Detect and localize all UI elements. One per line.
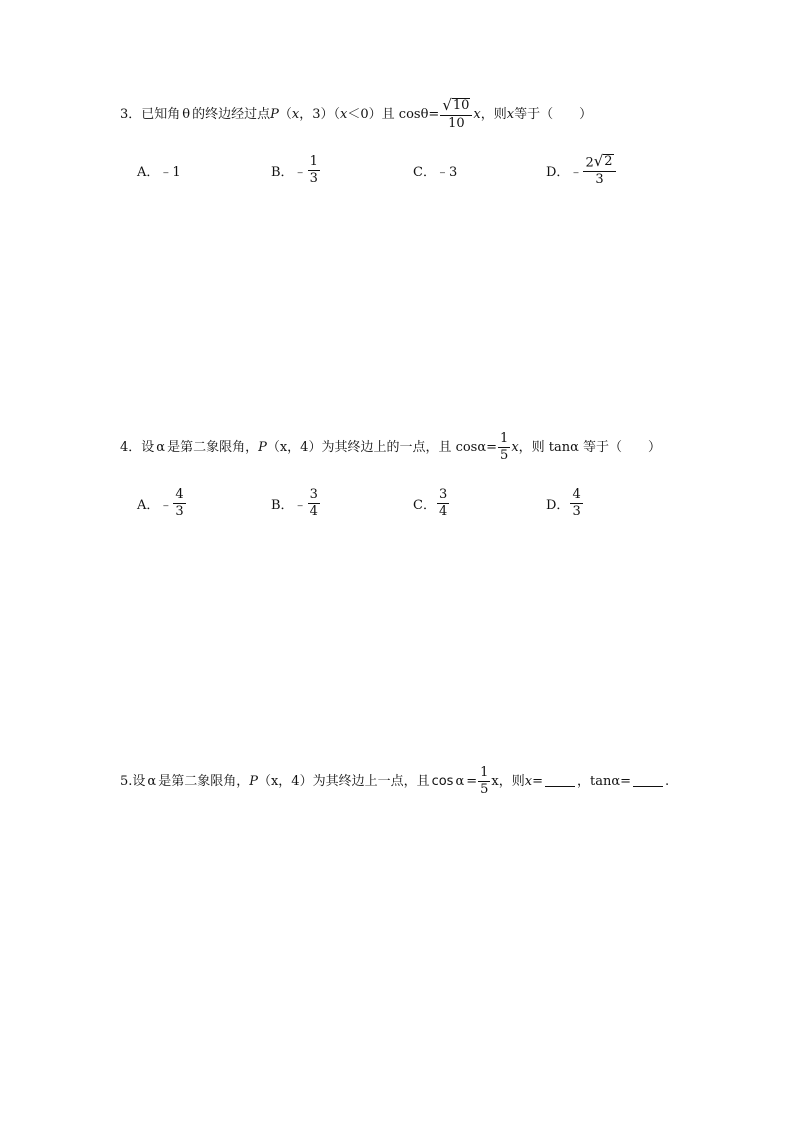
- fraction-denominator: 4: [438, 503, 448, 519]
- q3-text-4: x: [506, 106, 515, 122]
- q5-blank-tan[interactable]: [633, 776, 663, 787]
- q4-option-d[interactable]: [546, 485, 584, 521]
- option-value: ﹣3: [435, 164, 458, 180]
- option-label: C．: [413, 497, 436, 513]
- fraction-denominator: 3: [309, 170, 318, 186]
- q3-option-d[interactable]: [546, 152, 617, 188]
- q3-after-x: x: [473, 106, 481, 122]
- q5-text-2: 是第二象限角，: [158, 773, 250, 789]
- option-label: C．: [413, 164, 436, 180]
- q4-number: 4．: [120, 439, 142, 455]
- option-fraction: [437, 488, 449, 518]
- q3-frac-sqrt: 10: [452, 98, 470, 113]
- q4-text-3: ，则 tanα 等于（ ）: [518, 439, 662, 455]
- q3-text-2: 的终边经过点: [192, 106, 271, 122]
- option-label: B．: [271, 497, 294, 513]
- q3-fraction: [440, 98, 472, 131]
- q5-equals: =: [466, 773, 478, 789]
- fraction-numerator: 1: [309, 153, 318, 169]
- q3-coord-x: x: [291, 106, 300, 122]
- option-sign: ﹣: [293, 164, 307, 180]
- option-value: ﹣1: [159, 164, 181, 180]
- q3-option-b[interactable]: [271, 152, 321, 188]
- option-label: D．: [546, 497, 570, 513]
- question-5: [120, 766, 669, 796]
- q5-frac-den: 5: [480, 781, 489, 797]
- q3-text-5: 等于（ ）: [514, 106, 593, 122]
- option-sign: ﹣: [293, 497, 307, 513]
- q3-theta: θ: [182, 106, 191, 122]
- question-3: [120, 98, 592, 131]
- q3-text-3: ，则: [480, 106, 507, 122]
- q4-option-c[interactable]: [413, 485, 450, 521]
- option-fraction: [570, 488, 582, 518]
- option-sign: ﹣: [569, 164, 583, 180]
- fraction-numerator: 3: [438, 486, 448, 502]
- q3-option-a[interactable]: [137, 152, 181, 188]
- option-sign: ﹣: [159, 497, 173, 513]
- q5-alpha: α: [147, 773, 157, 789]
- q4-frac-den: 5: [500, 447, 509, 463]
- q3-option-c[interactable]: [413, 152, 457, 188]
- fraction-denominator: 4: [309, 503, 318, 519]
- q3-options: [137, 152, 697, 188]
- fraction-denominator: 3: [572, 503, 581, 519]
- option-label: D．: [546, 164, 570, 180]
- q4-text-2: 是第二象限角，: [167, 439, 259, 455]
- numerator-sqrt: 2: [604, 153, 613, 169]
- q3-text-1: 已知角: [141, 106, 181, 122]
- option-fraction: [308, 155, 320, 185]
- option-label: A．: [137, 497, 160, 513]
- q5-end: .: [665, 773, 670, 789]
- q4-option-b[interactable]: [271, 485, 321, 521]
- q5-x-eq: x=: [524, 773, 544, 789]
- fraction-denominator: 3: [595, 171, 604, 187]
- q3-coord-open: （: [278, 106, 292, 122]
- q5-after-x: x: [491, 773, 499, 789]
- fraction-numerator: 4: [572, 486, 581, 502]
- q4-options: [137, 485, 697, 521]
- q3-number: 3．: [120, 106, 142, 122]
- q4-option-a[interactable]: [137, 485, 187, 521]
- fraction-numerator: 4: [175, 486, 184, 502]
- q3-condition: ＜0）且 cos: [347, 106, 421, 122]
- q5-blank-x[interactable]: [545, 776, 575, 787]
- q5-fraction: [478, 766, 490, 796]
- q5-text-3: ，则: [498, 773, 525, 789]
- q3-point-p: P: [270, 106, 279, 122]
- sqrt-symbol: √ 10: [442, 96, 470, 115]
- q4-coord: （x，4）为其终边上的一点，且 cosα=: [266, 439, 498, 455]
- fraction-denominator: 3: [175, 503, 184, 519]
- fraction-numerator: 3: [309, 486, 318, 502]
- q4-alpha: α: [156, 439, 166, 455]
- numerator-coefficient: 2: [585, 155, 594, 170]
- q3-equals: θ=: [420, 106, 440, 122]
- sqrt-symbol: √ 2: [593, 152, 613, 170]
- option-label: B．: [271, 164, 294, 180]
- question-4: [120, 432, 661, 462]
- option-label: A．: [137, 164, 160, 180]
- q3-comma: ，: [299, 106, 313, 122]
- q4-text-1: 设: [141, 439, 155, 455]
- q4-fraction: [498, 432, 510, 462]
- q5-text-1: 设: [132, 773, 146, 789]
- q5-point-p: P: [249, 773, 258, 789]
- q5-coord: （x，4）为其终边上一点，且: [257, 773, 430, 789]
- q5-cos: cos: [431, 773, 454, 789]
- q5-text-4: ，tanα=: [577, 773, 632, 789]
- q3-frac-den: 10: [448, 115, 465, 131]
- q3-cond-x: x: [340, 106, 348, 122]
- q4-frac-num: 1: [500, 431, 509, 446]
- q5-frac-num: 1: [480, 765, 489, 780]
- q4-point-p: P: [258, 439, 267, 455]
- q5-number: 5.: [120, 773, 133, 789]
- option-fraction: [308, 488, 320, 518]
- fraction-numerator: [583, 154, 615, 172]
- q3-coord-y: 3）（: [312, 106, 341, 122]
- option-fraction: [173, 488, 185, 518]
- q4-after-x: x: [511, 439, 519, 455]
- q5-alpha-2: α: [455, 773, 465, 789]
- option-fraction: [583, 154, 615, 187]
